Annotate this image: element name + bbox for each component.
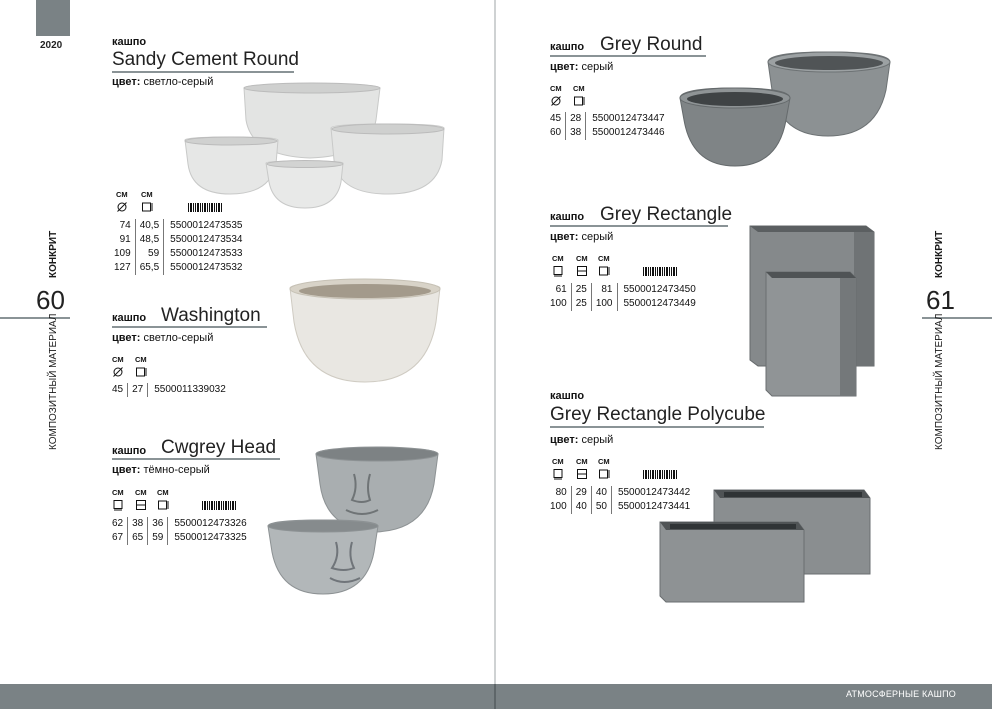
polycube-color bbox=[550, 434, 613, 446]
grey-round-color-label: цвет: bbox=[550, 61, 579, 73]
sandy-h: 59 bbox=[135, 247, 163, 261]
grey-round-color-value: серый bbox=[581, 61, 614, 73]
year-tab bbox=[36, 0, 70, 36]
grey-rect-unit-2: CM bbox=[576, 254, 588, 263]
polycube-product-image bbox=[658, 486, 874, 608]
height-icon bbox=[573, 95, 585, 107]
polycube-kind: кашпо bbox=[550, 390, 585, 402]
sandy-d: 109 bbox=[110, 247, 135, 261]
sandy-unit-1: CM bbox=[116, 190, 128, 199]
grey-rect-unit-3: CM bbox=[598, 254, 610, 263]
sandy-product-image bbox=[180, 80, 450, 212]
grey-rect-h: 81 bbox=[591, 283, 617, 297]
grey-rect-code: 5500012473450 bbox=[623, 284, 696, 295]
polycube-title-underline bbox=[550, 426, 764, 428]
polycube-color-value: серый bbox=[581, 434, 614, 446]
page-fold bbox=[494, 0, 496, 685]
left-material: КОМПОЗИТНЫЙ МАТЕРИАЛ bbox=[48, 313, 59, 450]
grey-round-code: 5500012473446 bbox=[592, 127, 665, 138]
grey-rect-unit-1: CM bbox=[552, 254, 564, 263]
cwgrey-color-label: цвет: bbox=[112, 464, 141, 476]
height-icon bbox=[141, 201, 153, 213]
sandy-code: 5500012473534 bbox=[170, 234, 243, 245]
diameter-icon bbox=[116, 201, 128, 213]
washington-color-value: светло-серый bbox=[143, 332, 214, 344]
washington-code: 5500011339032 bbox=[154, 384, 226, 395]
washington-color bbox=[112, 332, 213, 344]
polycube-w: 29 bbox=[571, 486, 591, 500]
cwgrey-code: 5500012473326 bbox=[174, 518, 247, 529]
polycube-unit-2: CM bbox=[576, 457, 588, 466]
barcode-icon bbox=[202, 501, 236, 510]
table-row bbox=[110, 247, 246, 261]
cwgrey-code: 5500012473325 bbox=[174, 532, 247, 543]
sandy-d: 74 bbox=[110, 219, 135, 233]
length-icon bbox=[552, 468, 564, 480]
washington-product-image bbox=[288, 276, 442, 386]
width-icon bbox=[576, 265, 588, 277]
polycube-l: 80 bbox=[546, 486, 571, 500]
height-icon bbox=[598, 468, 610, 480]
grey-rect-title: Grey Rectangle bbox=[600, 204, 733, 225]
length-icon bbox=[112, 499, 124, 511]
table-row bbox=[108, 383, 230, 397]
grey-rect-l: 61 bbox=[546, 283, 571, 297]
cwgrey-w: 38 bbox=[128, 517, 148, 531]
polycube-h: 40 bbox=[591, 486, 611, 500]
left-page-number: 60 bbox=[36, 285, 65, 315]
polycube-l: 100 bbox=[546, 500, 571, 514]
sandy-h: 65,5 bbox=[135, 261, 163, 275]
grey-rect-code: 5500012473449 bbox=[623, 298, 696, 309]
table-row bbox=[546, 297, 700, 311]
sandy-title: Sandy Cement Round bbox=[112, 49, 299, 70]
sandy-code: 5500012473533 bbox=[170, 248, 243, 259]
cwgrey-l: 67 bbox=[108, 531, 128, 545]
washington-title: Washington bbox=[161, 305, 261, 326]
cwgrey-product-image bbox=[266, 444, 442, 600]
grey-round-code: 5500012473447 bbox=[592, 113, 665, 124]
sandy-d: 127 bbox=[110, 261, 135, 275]
cwgrey-unit-2: CM bbox=[135, 488, 147, 497]
barcode-icon bbox=[643, 267, 677, 276]
table-row bbox=[108, 517, 251, 531]
grey-rect-title-underline bbox=[550, 225, 728, 227]
grey-rect-w: 25 bbox=[571, 297, 591, 311]
height-icon bbox=[135, 366, 147, 378]
sandy-code: 5500012473535 bbox=[170, 220, 243, 231]
grey-round-h: 38 bbox=[566, 126, 586, 140]
right-category: КОНКРИТ bbox=[934, 230, 945, 278]
width-icon bbox=[576, 468, 588, 480]
grey-rect-color-value: серый bbox=[581, 231, 614, 243]
left-category: КОНКРИТ bbox=[48, 230, 59, 278]
sandy-unit-2: CM bbox=[141, 190, 153, 199]
cwgrey-color-value: тёмно-серый bbox=[143, 464, 210, 476]
table-row bbox=[110, 261, 246, 275]
sandy-color-label: цвет: bbox=[112, 76, 141, 88]
left-page-line bbox=[0, 317, 70, 319]
grey-round-d: 45 bbox=[546, 112, 566, 126]
cwgrey-unit-3: CM bbox=[157, 488, 169, 497]
washington-d: 45 bbox=[108, 383, 128, 397]
grey-rect-kind: кашпо bbox=[550, 211, 585, 223]
right-material: КОМПОЗИТНЫЙ МАТЕРИАЛ bbox=[934, 313, 945, 450]
diameter-icon bbox=[112, 366, 124, 378]
barcode-icon bbox=[643, 470, 677, 479]
grey-round-unit-1: CM bbox=[550, 84, 562, 93]
sandy-code: 5500012473532 bbox=[170, 262, 243, 273]
sandy-color-value: светло-серый bbox=[143, 76, 214, 88]
grey-round-h: 28 bbox=[566, 112, 586, 126]
sandy-h: 48,5 bbox=[135, 233, 163, 247]
table-row bbox=[546, 112, 669, 126]
table-row bbox=[110, 219, 246, 233]
cwgrey-l: 62 bbox=[108, 517, 128, 531]
right-page-number: 61 bbox=[926, 285, 955, 315]
table-row bbox=[108, 531, 251, 545]
cwgrey-h: 36 bbox=[148, 517, 168, 531]
polycube-unit-1: CM bbox=[552, 457, 564, 466]
polycube-h: 50 bbox=[591, 500, 611, 514]
cwgrey-color bbox=[112, 464, 210, 476]
grey-round-product-image bbox=[678, 50, 896, 170]
grey-round-kind: кашпо bbox=[550, 41, 585, 53]
polycube-w: 40 bbox=[571, 500, 591, 514]
diameter-icon bbox=[550, 95, 562, 107]
sandy-h: 40,5 bbox=[135, 219, 163, 233]
grey-round-color bbox=[550, 61, 613, 73]
cwgrey-kind: кашпо bbox=[112, 445, 147, 457]
footer-divider bbox=[494, 684, 496, 709]
sandy-d: 91 bbox=[110, 233, 135, 247]
table-row bbox=[546, 283, 700, 297]
grey-round-table bbox=[546, 112, 669, 140]
grey-rect-color bbox=[550, 231, 613, 243]
grey-round-title: Grey Round bbox=[600, 34, 703, 55]
sandy-table bbox=[110, 219, 246, 275]
washington-table bbox=[108, 383, 230, 397]
right-page-line bbox=[922, 317, 992, 319]
polycube-unit-3: CM bbox=[598, 457, 610, 466]
table-row bbox=[110, 233, 246, 247]
year-label: 2020 bbox=[40, 40, 63, 51]
sandy-kind: кашпо bbox=[112, 36, 147, 48]
height-icon bbox=[598, 265, 610, 277]
footer-bar bbox=[0, 684, 992, 709]
washington-unit-2: CM bbox=[135, 355, 147, 364]
polycube-color-label: цвет: bbox=[550, 434, 579, 446]
table-row bbox=[546, 126, 669, 140]
grey-rect-color-label: цвет: bbox=[550, 231, 579, 243]
cwgrey-w: 65 bbox=[128, 531, 148, 545]
cwgrey-unit-1: CM bbox=[112, 488, 124, 497]
cwgrey-table bbox=[108, 517, 251, 545]
washington-h: 27 bbox=[128, 383, 148, 397]
polycube-code: 5500012473441 bbox=[617, 501, 691, 512]
grey-rect-w: 25 bbox=[571, 283, 591, 297]
cwgrey-h: 59 bbox=[148, 531, 168, 545]
height-icon bbox=[157, 499, 169, 511]
length-icon bbox=[552, 265, 564, 277]
footer-text: АТМОСФЕРНЫЕ КАШПО bbox=[846, 689, 956, 699]
washington-color-label: цвет: bbox=[112, 332, 141, 344]
cwgrey-title-underline bbox=[112, 458, 280, 460]
grey-rect-product-image bbox=[746, 222, 880, 400]
grey-round-d: 60 bbox=[546, 126, 566, 140]
polycube-code: 5500012473442 bbox=[617, 487, 691, 498]
cwgrey-title: Cwgrey Head bbox=[161, 437, 277, 458]
grey-round-unit-2: CM bbox=[573, 84, 585, 93]
grey-rect-table bbox=[546, 283, 700, 311]
washington-kind: кашпо bbox=[112, 312, 147, 324]
grey-rect-l: 100 bbox=[546, 297, 571, 311]
washington-unit-1: CM bbox=[112, 355, 124, 364]
washington-title-underline bbox=[112, 326, 267, 328]
width-icon bbox=[135, 499, 147, 511]
sandy-title-underline bbox=[112, 71, 294, 73]
polycube-title: Grey Rectangle Polycube bbox=[550, 404, 766, 425]
grey-rect-h: 100 bbox=[591, 297, 617, 311]
